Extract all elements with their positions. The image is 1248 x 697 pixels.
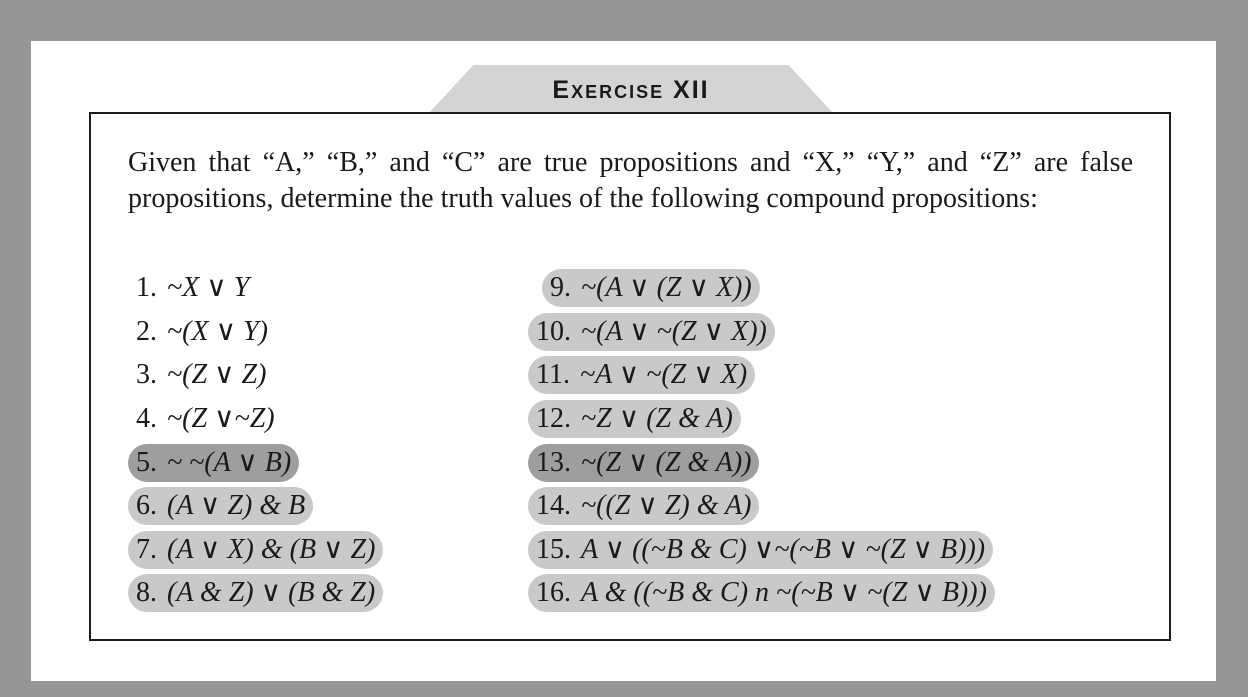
problem-item <box>528 531 993 569</box>
problem-item <box>528 313 775 351</box>
exercise-title: Exercise XII <box>552 76 710 104</box>
problem-expression: ~(Z ∨ (Z & A)) <box>581 447 752 478</box>
problem-number: 12. <box>536 403 571 434</box>
problem-item <box>128 574 383 612</box>
problem-number: 5. <box>136 447 157 478</box>
problem-item <box>528 574 995 612</box>
problem-expression: (A ∨ Z) & B <box>167 490 306 521</box>
problem-expression: A ∨ ((~B & C) ∨~(~B ∨ ~(Z ∨ B))) <box>581 534 986 565</box>
problem-number: 8. <box>136 577 157 608</box>
problem-item <box>128 269 257 307</box>
problem-expression: (A & Z) ∨ (B & Z) <box>167 577 376 608</box>
problem-expression: ~(Z ∨ Z) <box>167 359 267 390</box>
problem-expression: (A ∨ X) & (B ∨ Z) <box>167 534 376 565</box>
problem-number: 3. <box>136 359 157 390</box>
problem-number: 2. <box>136 316 157 347</box>
problem-item <box>528 487 759 525</box>
problem-number: 15. <box>536 534 571 565</box>
problem-number: 6. <box>136 490 157 521</box>
problem-expression: ~Z ∨ (Z & A) <box>581 403 733 434</box>
problem-expression: ~((Z ∨ Z) & A) <box>581 490 752 521</box>
problem-number: 13. <box>536 447 571 478</box>
problem-expression: ~A ∨ ~(Z ∨ X) <box>579 359 748 390</box>
problem-expression: ~X ∨ Y <box>167 272 250 303</box>
problem-expression: A & ((~B & C) n ~(~B ∨ ~(Z ∨ B))) <box>581 577 987 608</box>
problem-expression: ~ ~(A ∨ B) <box>167 447 292 478</box>
problem-item <box>528 444 759 482</box>
problem-item <box>128 444 299 482</box>
problem-item <box>128 400 283 438</box>
problem-item <box>128 356 274 394</box>
problem-number: 11. <box>536 359 570 390</box>
problem-item <box>128 487 313 525</box>
problem-expression: ~(X ∨ Y) <box>167 316 268 347</box>
problem-expression: ~(A ∨ ~(Z ∨ X)) <box>581 316 767 347</box>
problem-number: 10. <box>536 316 571 347</box>
problem-number: 16. <box>536 577 571 608</box>
problem-item <box>528 356 755 394</box>
problem-number: 4. <box>136 403 157 434</box>
problem-item <box>542 269 760 307</box>
problem-expression: ~(A ∨ (Z ∨ X)) <box>581 272 752 303</box>
problem-number: 1. <box>136 272 157 303</box>
problem-number: 14. <box>536 490 571 521</box>
problem-expression: ~(Z ∨~Z) <box>167 403 275 434</box>
problem-number: 9. <box>550 272 571 303</box>
problem-item <box>128 531 383 569</box>
exercise-instructions: Given that “A,” “B,” and “C” are true propositions and “X,” “Y,” and “Z” are false propositions, determine the truth values of the following compound propositions: <box>128 147 1133 214</box>
problem-item <box>128 313 276 351</box>
problem-item <box>528 400 741 438</box>
problem-number: 7. <box>136 534 157 565</box>
